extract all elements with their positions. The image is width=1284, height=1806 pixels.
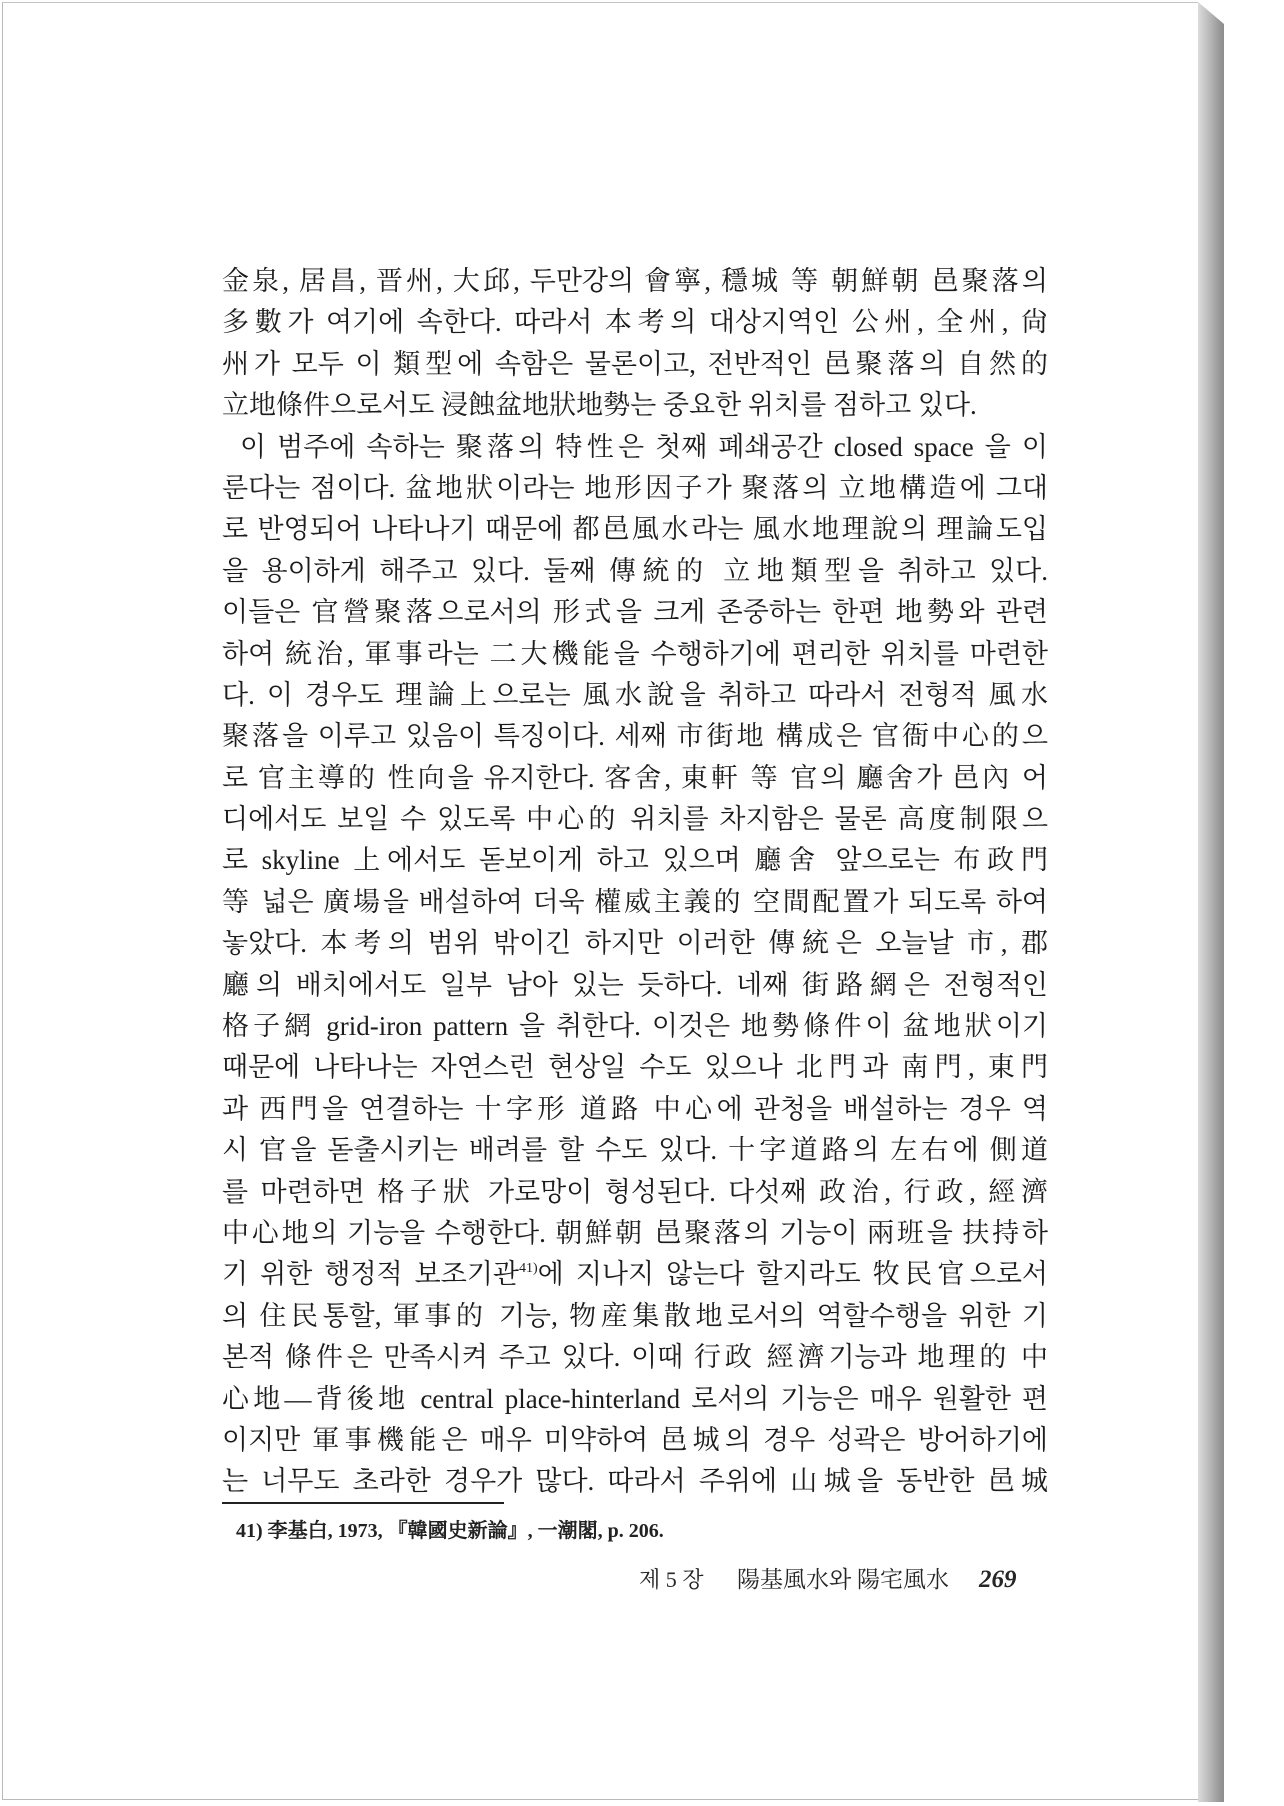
text-line: 시 官을 돋출시키는 배려를 할 수도 있다. 十字道路의 左右에 側道 bbox=[222, 1135, 1048, 1166]
text-line: 金泉, 居昌, 晋州, 大邱, 두만강의 會寧, 穩城 等 朝鮮朝 邑聚落의 bbox=[222, 266, 1048, 296]
text-line bbox=[222, 1254, 1048, 1295]
text-segment: 기 위한 행정적 보조기관 bbox=[222, 1259, 519, 1290]
text-line: 廳의 배치에서도 일부 남아 있는 듯하다. 네째 街路網은 전형적인 bbox=[222, 969, 1048, 1000]
text-line: 하여 統治, 軍事라는 二大機能을 수행하기에 편리한 위치를 마련한 bbox=[222, 638, 1048, 669]
running-footer-chapter: 제 5 장 bbox=[639, 1567, 704, 1592]
text-line: 는 너무도 초라한 경우가 많다. 따라서 주위에 山城을 동반한 邑城 bbox=[222, 1466, 1048, 1497]
footnote-separator bbox=[222, 1502, 504, 1504]
text-line: 이지만 軍事機能은 매우 미약하여 邑城의 경우 성곽은 방어하기에 bbox=[222, 1424, 1048, 1455]
text-line: 놓았다. 本考의 범위 밖이긴 하지만 이러한 傳統은 오늘날 市, 郡 bbox=[222, 928, 1048, 959]
footnote: 41) 李基白, 1973, 『韓國史新論』, 一潮閣, p. 206. bbox=[236, 1520, 664, 1542]
text-line: 多數가 여기에 속한다. 따라서 本考의 대상지역인 公州, 全州, 尙 bbox=[222, 307, 1048, 338]
text-line: 로 官主導的 性向을 유지한다. 客舍, 東軒 等 官의 廳舍가 邑內 어 bbox=[222, 762, 1048, 793]
text-line: 을 용이하게 해주고 있다. 둘째 傳統的 立地類型을 취하고 있다. bbox=[222, 555, 1048, 586]
text-line: 中心地의 기능을 수행한다. 朝鮮朝 邑聚落의 기능이 兩班을 扶持하 bbox=[222, 1217, 1048, 1248]
running-footer-title: 陽基風水와 陽宅風水 bbox=[737, 1567, 949, 1592]
text-line: 과 西門을 연결하는 十字形 道路 中心에 관청을 배설하는 경우 역 bbox=[222, 1093, 1048, 1124]
text-line: 等 넓은 廣場을 배설하여 더욱 權威主義的 空間配置가 되도록 하여 bbox=[222, 886, 1048, 917]
text-line: 를 마련하면 格子狀 가로망이 형성된다. 다섯째 政治, 行政, 經濟 bbox=[222, 1176, 1048, 1207]
text-segment: 에 지나지 않는다 할지라도 牧民官으로서 bbox=[537, 1259, 1048, 1290]
text-line: 이 범주에 속하는 聚落의 特性은 첫째 폐쇄공간 closed space 을 이 bbox=[240, 431, 1048, 462]
text-line: 이들은 官營聚落으로서의 形式을 크게 존중하는 한편 地勢와 관련 bbox=[222, 597, 1048, 628]
page-number: 269 bbox=[979, 1566, 1017, 1593]
text-line: 格子網 grid-iron pattern 을 취한다. 이것은 地勢條件이 盆地狀이기 bbox=[222, 1011, 1048, 1042]
text-line: 州가 모두 이 類型에 속함은 물론이고, 전반적인 邑聚落의 自然的 bbox=[222, 348, 1048, 379]
page-edge-shadow bbox=[1198, 2, 1224, 1802]
text-line: 때문에 나타나는 자연스런 현상일 수도 있으나 北門과 南門, 東門 bbox=[222, 1052, 1048, 1083]
text-line: 디에서도 보일 수 있도록 中心的 위치를 차지함은 물론 高度制限으 bbox=[222, 804, 1048, 835]
text-line: 心地—背後地 central place-hinterland 로서의 기능은 매우 원활한 편 bbox=[222, 1383, 1048, 1414]
text-line: 다. 이 경우도 理論上으로는 風水說을 취하고 따라서 전형적 風水 bbox=[222, 679, 1048, 710]
footnote-reference: 41) bbox=[519, 1261, 538, 1277]
text-line: 로 반영되어 나타나기 때문에 都邑風水라는 風水地理說의 理論도입 bbox=[222, 514, 1048, 545]
text-line: 立地條件으로서도 浸蝕盆地狀地勢는 중요한 위치를 점하고 있다. bbox=[222, 390, 977, 421]
text-line: 로 skyline 上에서도 돋보이게 하고 있으며 廳舍 앞으로는 布政門 bbox=[222, 845, 1048, 876]
text-line: 본적 條件은 만족시켜 주고 있다. 이때 行政 經濟기능과 地理的 中 bbox=[222, 1342, 1048, 1373]
text-line: 聚落을 이루고 있음이 특징이다. 세째 市街地 構成은 官衙中心的으 bbox=[222, 721, 1048, 752]
text-line: 룬다는 점이다. 盆地狀이라는 地形因子가 聚落의 立地構造에 그대 bbox=[222, 472, 1048, 503]
text-line: 의 住民통할, 軍事的 기능, 物産集散地로서의 역할수행을 위한 기 bbox=[222, 1300, 1048, 1331]
body-text bbox=[222, 261, 1048, 1503]
